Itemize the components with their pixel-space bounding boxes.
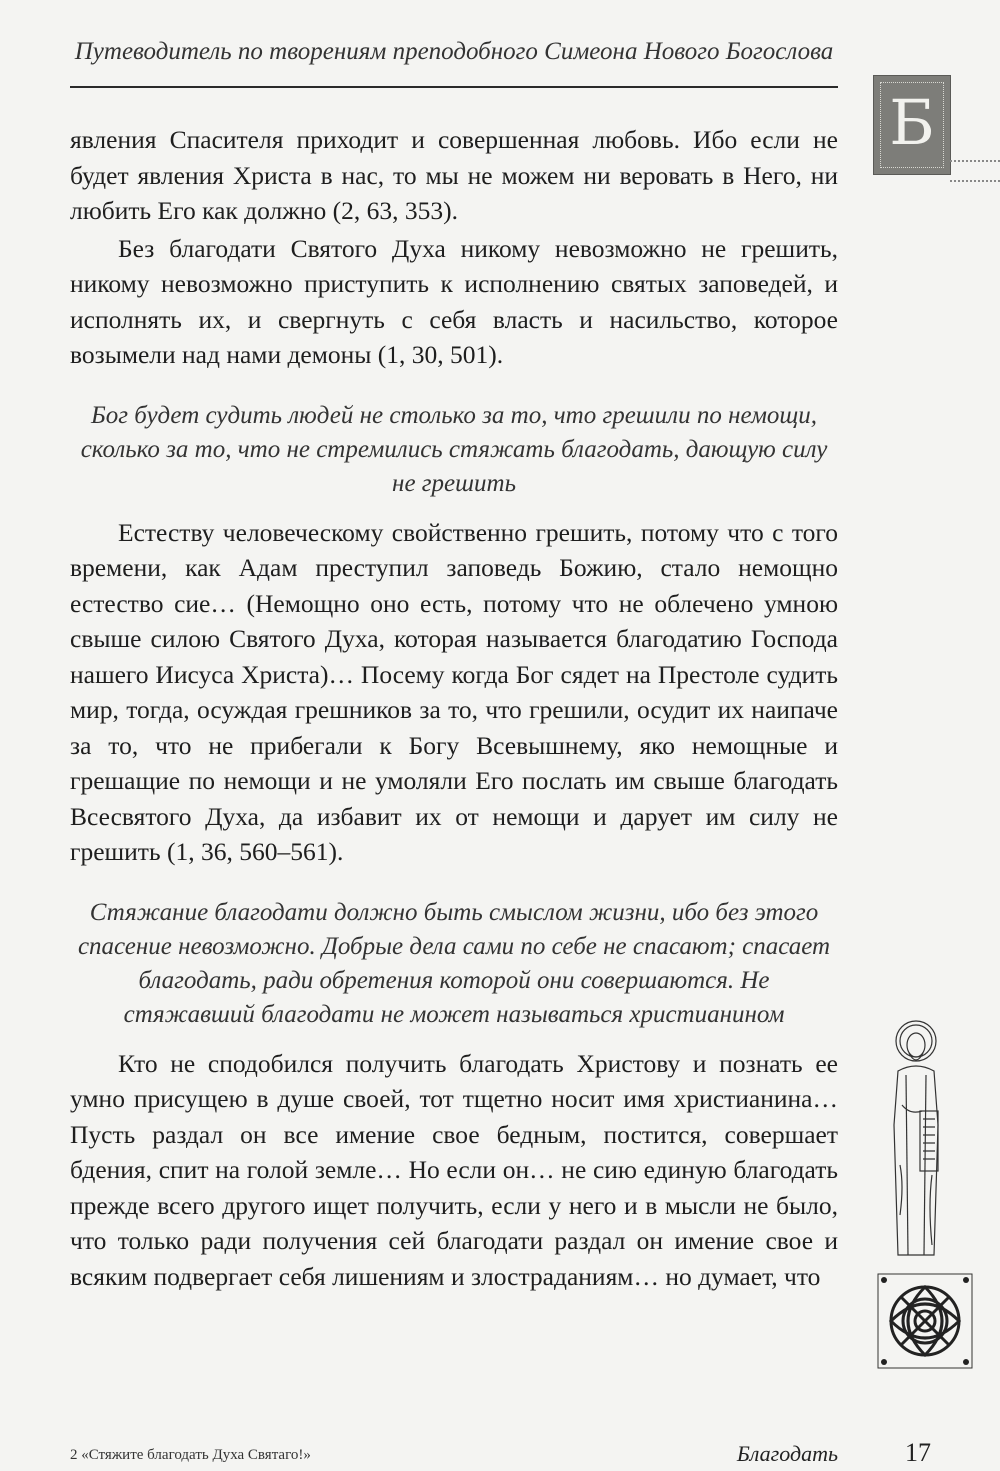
paragraph: явления Спасителя приходит и совершенная любовь. Ибо если не будет явления Христа в нас, то мы не можем ни веровать в Него, ни любить Его как должно (2, 63, 353).: [70, 125, 838, 225]
page-number: 17: [905, 1438, 931, 1467]
paragraph: Естеству человеческому свойственно грешить, потому что с того времени, как Адам преступил заповедь Божию, стало немощно естество сие… (Немощно оно есть, потому что не облечено умною свыше силою Святого Духа, которая называется благодатию Господа нашего Иисуса Христа)… Посему когда Бог сядет на Престоле судить мир, тогда, осуждая грешников за то, что грешили, осудит их наипаче за то, что не прибегали к Богу Всевышнему, яко немощные и грешащие по немощи и не умоляли Его послать им свыше благодать Всесвятого Духа, да избавит их от немощи и дарует им силу не грешить (1, 36, 560–561).: [70, 517, 838, 866]
section-heading: Стяжание благодати должно быть смыслом жизни, ибо без этого спасение невозможно. Добрые дела сами по себе не спасают; спасает благодать, ради обретения которой они совершаются. Не стяжавший благодати не может называться христианином: [77, 898, 831, 1028]
main-text: [70, 122, 838, 1294]
section-letter: Б: [889, 86, 935, 159]
footnote-source: 2 «Стяжите благодать Духа Святаго!»: [70, 1447, 311, 1463]
header-rule: [70, 86, 838, 88]
paragraph: Кто не сподобился получить благодать Христову и познать ее умно присущею в душе своей, тот тщетно носит имя христианина… Пусть раздал он все имение свое бедным, постится, совершает бдения, спит на голой земле… Но если он… не сию единую благодать прежде всего другого ищет получить, если у него и в мысли не было, что только ради получения сей благодати раздал он имение свое и всяким подвергает себя лишениям и злостраданиям… но думает, что: [70, 1048, 838, 1291]
section-heading: Бог будет судить людей не столько за то, что грешили по немощи, сколько за то, что не стремились стяжать благодать, дающую силу не грешить: [80, 401, 828, 497]
tab-dotted-edge: [950, 160, 1000, 182]
running-header: Путеводитель по творениям преподобного Симеона Нового Богослова: [74, 38, 834, 65]
saint-figure-icon: [876, 1015, 956, 1260]
paragraph: Без благодати Святого Духа никому невозможно не грешить, никому невозможно приступить к исполнению святых заповедей, и исполнять их, и свергнуть с себя власть и насильство, которое возымели над нами демоны (1, 30, 501).: [70, 233, 838, 369]
running-section-title: Благодать: [736, 1441, 838, 1466]
section-letter-tab: [873, 75, 951, 175]
celtic-knot-icon: [876, 1272, 974, 1370]
